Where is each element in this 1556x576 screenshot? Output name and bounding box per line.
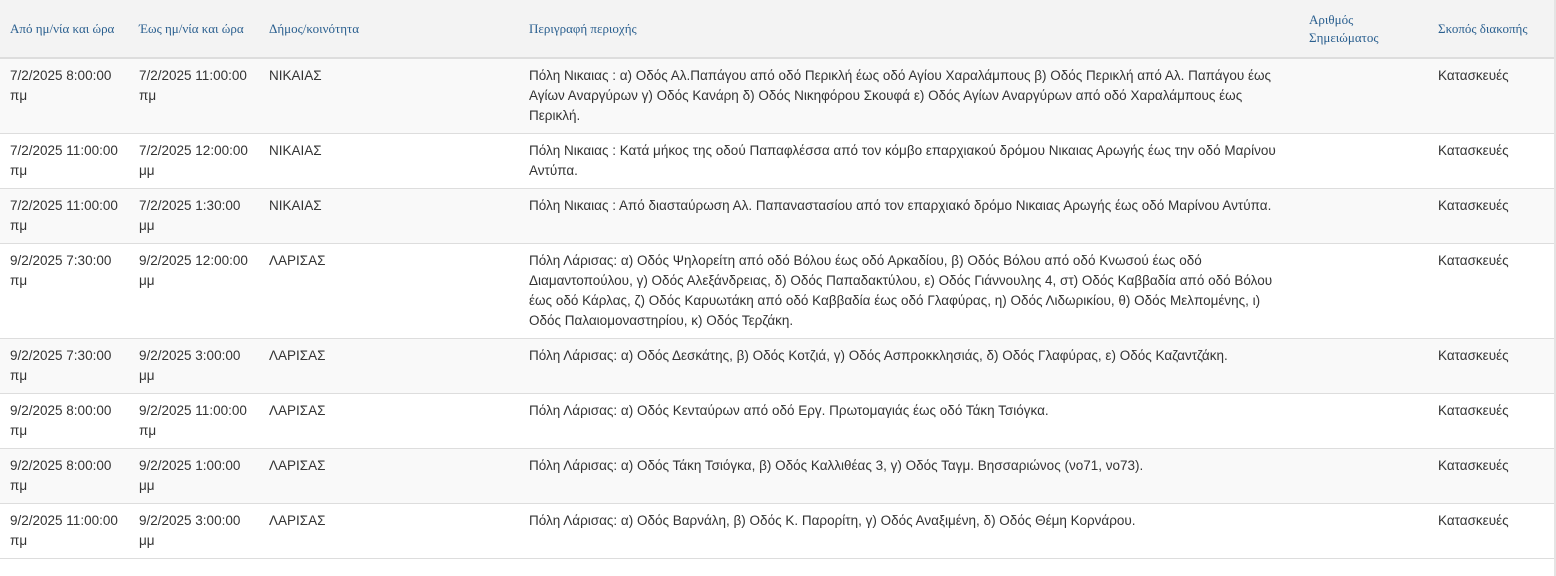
column-header-description[interactable]: Περιγραφή περιοχής [519, 0, 1299, 58]
cell-to: 7/2/2025 12:00:00 μμ [129, 134, 259, 189]
cell-municipality: ΛΑΡΙΣΑΣ [259, 339, 519, 394]
cell-municipality: ΛΑΡΙΣΑΣ [259, 449, 519, 504]
table-row [0, 394, 1556, 449]
cell-from: 9/2/2025 11:00:00 πμ [0, 504, 129, 559]
table-row [0, 339, 1556, 394]
table-row [0, 449, 1556, 504]
cell-municipality: ΛΑΡΙΣΑΣ [259, 244, 519, 339]
cell-note-number [1299, 394, 1428, 449]
cell-purpose: Κατασκευές [1428, 58, 1556, 134]
cell-purpose: Κατασκευές [1428, 189, 1556, 244]
cell-description: Πόλη Λάρισας: α) Οδός Βαρνάλη, β) Οδός Κ. Παρορίτη, γ) Οδός Αναξιμένη, δ) Οδός Θέμη Κορνάρου. [519, 504, 1299, 559]
cell-from: 7/2/2025 11:00:00 πμ [0, 134, 129, 189]
cell-to: 7/2/2025 1:30:00 μμ [129, 189, 259, 244]
table-row [0, 504, 1556, 559]
cell-description: Πόλη Λάρισας: α) Οδός Κενταύρων από οδό Εργ. Πρωτομαγιάς έως οδό Τάκη Τσιόγκα. [519, 394, 1299, 449]
cell-purpose: Κατασκευές [1428, 394, 1556, 449]
cell-purpose: Κατασκευές [1428, 449, 1556, 504]
cell-description: Πόλη Λάρισας: α) Οδός Δεσκάτης, β) Οδός Κοτζιά, γ) Οδός Ασπροκκλησιάς, δ) Οδός Γλαφύρας, ε) Οδός Καζαντζάκη. [519, 339, 1299, 394]
cell-to: 7/2/2025 11:00:00 πμ [129, 58, 259, 134]
cell-purpose: Κατασκευές [1428, 504, 1556, 559]
column-header-purpose[interactable]: Σκοπός διακοπής [1428, 0, 1556, 58]
column-header-municipality[interactable]: Δήμος/κοινότητα [259, 0, 519, 58]
cell-from: 7/2/2025 11:00:00 πμ [0, 189, 129, 244]
cell-note-number [1299, 504, 1428, 559]
column-header-to[interactable]: Έως ημ/νία και ώρα [129, 0, 259, 58]
cell-description: Πόλη Νικαιας : Από διασταύρωση Αλ. Παπαναστασίου από τον επαρχιακό δρόμο Νικαιας Αρωγής έως οδό Μαρίνου Αντύπα. [519, 189, 1299, 244]
cell-from: 7/2/2025 8:00:00 πμ [0, 58, 129, 134]
cell-note-number [1299, 339, 1428, 394]
table-row [0, 58, 1556, 134]
cell-purpose: Κατασκευές [1428, 244, 1556, 339]
cell-to: 9/2/2025 3:00:00 μμ [129, 339, 259, 394]
cell-municipality: ΛΑΡΙΣΑΣ [259, 394, 519, 449]
cell-description: Πόλη Λάρισας: α) Οδός Τάκη Τσιόγκα, β) Οδός Καλλιθέας 3, γ) Οδός Ταγμ. Βησσαριώνος (νο71, νο73). [519, 449, 1299, 504]
cell-from: 9/2/2025 8:00:00 πμ [0, 449, 129, 504]
cell-note-number [1299, 449, 1428, 504]
cell-note-number [1299, 134, 1428, 189]
cell-municipality: ΛΑΡΙΣΑΣ [259, 504, 519, 559]
column-header-from[interactable]: Από ημ/νία και ώρα [0, 0, 129, 58]
cell-note-number [1299, 244, 1428, 339]
cell-note-number [1299, 189, 1428, 244]
cell-municipality: ΝΙΚΑΙΑΣ [259, 189, 519, 244]
column-header-note-number[interactable]: Αριθμός Σημειώματος [1299, 0, 1428, 58]
table-header [0, 0, 1556, 58]
cell-municipality: ΝΙΚΑΙΑΣ [259, 58, 519, 134]
cell-note-number [1299, 58, 1428, 134]
cell-to: 9/2/2025 12:00:00 μμ [129, 244, 259, 339]
table-row [0, 189, 1556, 244]
cell-description: Πόλη Λάρισας: α) Οδός Ψηλορείτη από οδό Βόλου έως οδό Αρκαδίου, β) Οδός Βόλου από οδό Κνωσού έως οδό Διαμαντοπούλου, γ) Οδός Αλεξάνδρειας, δ) Οδός Παπαδακτύλου, ε) Οδός Γιάννουλης 4, στ) Οδός Καββαδία από οδό Βόλου έως οδό Κάρλας, ζ) Οδός Καρυωτάκη από οδό Καββαδία έως οδό Γλαφύρας, η) Οδός Λιδωρικίου, θ) Οδός Μελπομένης, ι) Οδός Παλαιομοναστηρίου, κ) Οδός Τερζάκη. [519, 244, 1299, 339]
cell-from: 9/2/2025 8:00:00 πμ [0, 394, 129, 449]
cell-from: 9/2/2025 7:30:00 πμ [0, 244, 129, 339]
table-body [0, 58, 1556, 559]
table-row [0, 134, 1556, 189]
cell-to: 9/2/2025 3:00:00 μμ [129, 504, 259, 559]
cell-municipality: ΝΙΚΑΙΑΣ [259, 134, 519, 189]
cell-to: 9/2/2025 1:00:00 μμ [129, 449, 259, 504]
cell-description: Πόλη Νικαιας : Κατά μήκος της οδού Παπαφλέσσα από τον κόμβο επαρχιακού δρόμου Νικαιας Αρωγής έως την οδό Μαρίνου Αντύπα. [519, 134, 1299, 189]
cell-purpose: Κατασκευές [1428, 339, 1556, 394]
cell-to: 9/2/2025 11:00:00 πμ [129, 394, 259, 449]
header-row [0, 0, 1556, 58]
cell-purpose: Κατασκευές [1428, 134, 1556, 189]
cell-from: 9/2/2025 7:30:00 πμ [0, 339, 129, 394]
cell-description: Πόλη Νικαιας : α) Οδός Αλ.Παπάγου από οδό Περικλή έως οδό Αγίου Χαραλάμπους β) Οδός Περικλή από Αλ. Παπάγου έως Αγίων Αναργύρων γ) Οδός Κανάρη δ) Οδός Νικηφόρου Σκουφά ε) Οδός Αγίων Αναργύρων από οδό Χαραλάμπους έως Περικλή. [519, 58, 1299, 134]
table-row [0, 244, 1556, 339]
